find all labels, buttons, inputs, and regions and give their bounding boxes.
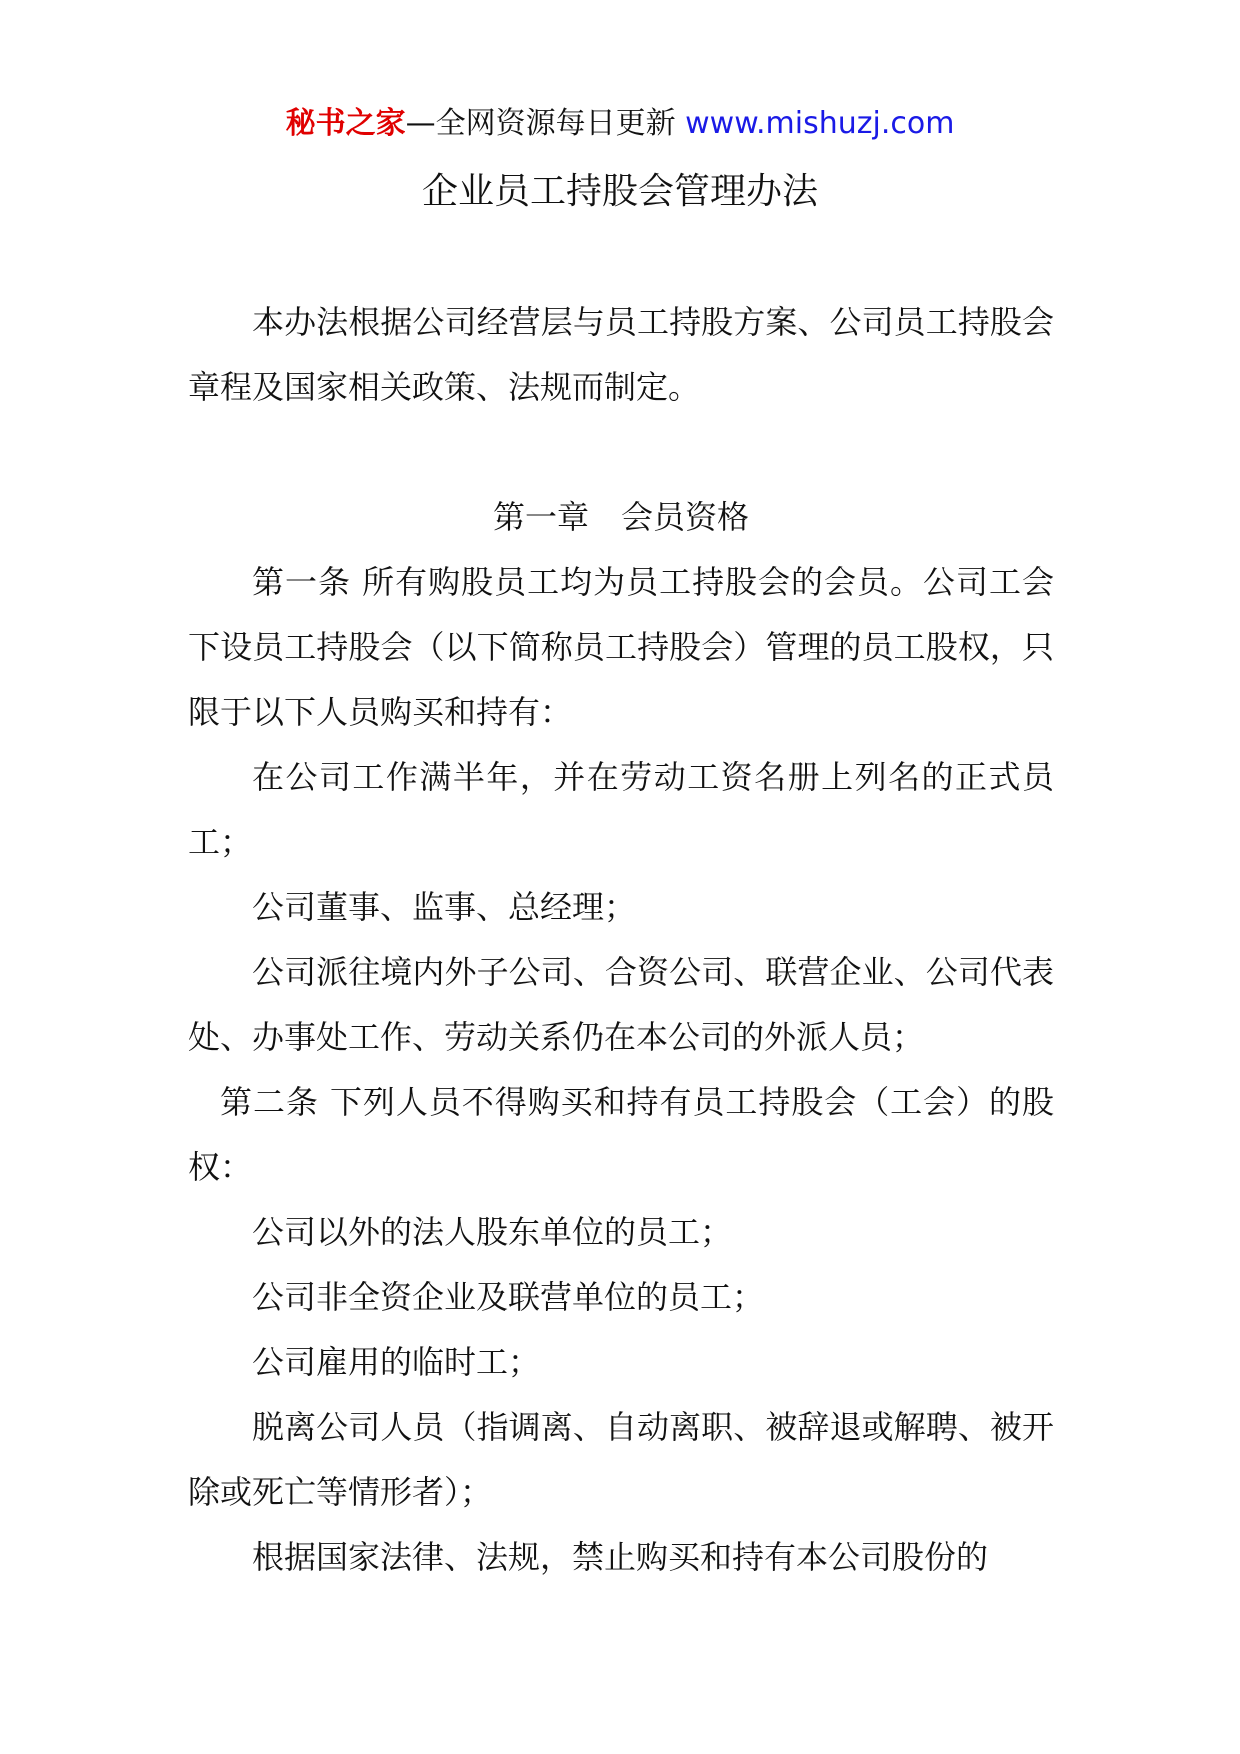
site-url-link[interactable]: www.mishuzj.com <box>685 106 955 141</box>
article-2: 第二条 下列人员不得购买和持有员工持股会（工会）的股权： <box>188 1083 1054 1186</box>
list-item: 公司非全资企业及联营单位的员工； <box>252 1278 765 1316</box>
page-title: 企业员工持股会管理办法 <box>421 171 818 212</box>
list-item: 脱离公司人员（指调离、自动离职、被辞退或解聘、被开除或死亡等情形者）； <box>188 1408 1054 1511</box>
list-item: 公司派往境内外子公司、合资公司、联营企业、公司代表处、办事处工作、劳动关系仍在本公司的外派人员； <box>188 953 1054 1056</box>
list-item: 公司董事、监事、总经理； <box>252 888 637 926</box>
list-item: 在公司工作满半年，并在劳动工资名册上列名的正式员工； <box>188 758 1054 861</box>
brand-name: 秘书之家 <box>285 106 406 141</box>
list-item: 公司以外的法人股东单位的员工； <box>252 1213 733 1251</box>
site-header <box>0 100 1240 148</box>
list-item: 公司雇用的临时工； <box>252 1343 541 1381</box>
document-body <box>188 290 1054 1590</box>
header-tagline: —全网资源每日更新 <box>405 106 686 141</box>
chapter-heading: 第一章 会员资格 <box>492 498 749 536</box>
list-item: 根据国家法律、法规，禁止购买和持有本公司股份的 <box>252 1538 989 1576</box>
intro-paragraph: 本办法根据公司经营层与员工持股方案、公司员工持股会章程及国家相关政策、法规而制定。 <box>188 303 1054 406</box>
article-1: 第一条 所有购股员工均为员工持股会的会员。公司工会下设员工持股会（以下简称员工持股会）管理的员工股权，只限于以下人员购买和持有： <box>188 563 1054 731</box>
